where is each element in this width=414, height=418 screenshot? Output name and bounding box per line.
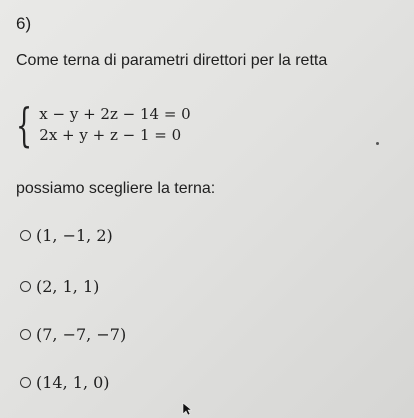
options-lead-text: possiamo scegliere la terna: xyxy=(16,180,216,197)
radio-button-4[interactable] xyxy=(20,377,31,388)
equation-list xyxy=(39,104,190,146)
option-1[interactable] xyxy=(20,226,113,245)
question-number: 6) xyxy=(16,14,32,33)
mouse-pointer-icon xyxy=(182,402,192,416)
option-4[interactable] xyxy=(20,373,110,392)
option-3-label: (7, −7, −7) xyxy=(36,325,127,344)
radio-button-3[interactable] xyxy=(20,329,31,340)
equation-1: x − y + 2z − 14 = 0 xyxy=(39,105,191,123)
option-4-label: (14, 1, 0) xyxy=(36,373,110,392)
equation-system xyxy=(16,100,191,150)
option-2[interactable] xyxy=(20,277,99,296)
question-prompt: Come terna di parametri direttori per la retta xyxy=(16,52,328,69)
radio-button-1[interactable] xyxy=(20,230,31,241)
equation-2: 2x + y + z − 1 = 0 xyxy=(39,126,182,144)
left-brace-icon: { xyxy=(16,98,33,152)
option-2-label: (2, 1, 1) xyxy=(36,277,100,296)
speck xyxy=(376,142,379,145)
option-3[interactable] xyxy=(20,325,126,344)
radio-button-2[interactable] xyxy=(20,281,31,292)
option-1-label: (1, −1, 2) xyxy=(36,226,113,245)
